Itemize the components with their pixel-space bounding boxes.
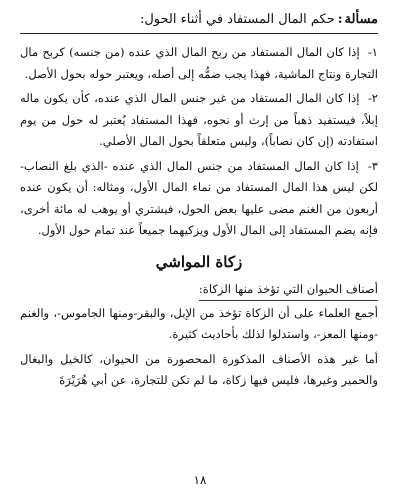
- numbered-paragraph-1: [20, 42, 378, 85]
- page-number: ١٨: [193, 473, 207, 487]
- section-subtitle: أصناف الحيوان التي تؤخذ منها الزكاة:: [199, 279, 378, 301]
- section-subtitle-row: [20, 278, 378, 303]
- issue-heading: [20, 10, 378, 34]
- section-paragraph-2: أما غير هذه الأصناف المذكورة المحصورة من الحيوان، كالخيل والبغال والحمير وغيرها، فليس فيها زكاة، ما لم تكن للتجارة، عن أبي هُرَيْرَةَ: [20, 351, 378, 387]
- paragraph-text: إذا كان المال المستفاد من ربح المال الذي عنده (من جنسه) كربح مال التجارة ونتاج الماشية، فهذا يجب ضمُّه إلى أصله، ويعتبر حوله بحول الأصل.: [20, 45, 378, 81]
- paragraph-text: إذا كان المال المستفاد من غير جنس المال الذي عنده، كأن يكون ماله إبلاً، فيستفيد ذهباً من إرث أو نحوه، فهذا المستفاد يُعتبر له حول من يوم استفادته (إن كان نصاباً)، وليس متعلقاً بحول المال الأصلي.: [20, 91, 378, 148]
- paragraph-number: ٢-: [367, 91, 378, 105]
- heading-text: حكم المال المستفاد في أثناء الحول:: [139, 12, 335, 27]
- paragraph-number: ١-: [367, 45, 379, 59]
- numbered-paragraph-3: [20, 156, 378, 242]
- section-paragraph-1: أجمع العلماء على أن الزكاة تؤخذ من الإبل، والبقر-ومنها الجاموس-، والغنم -ومنها المعز-، واستدلوا لذلك بأحاديث كثيرة.: [20, 305, 378, 341]
- paragraph-number: ٣-: [367, 158, 379, 173]
- heading-colon: :: [337, 12, 343, 27]
- numbered-paragraph-2: [20, 88, 378, 153]
- section-title: زكاة المواشي: [155, 252, 243, 271]
- paragraph-text: إذا كان المال المستفاد من جنس المال الذي عنده -الذي بلغ النصاب- لكن ليس هذا المال المستفاد من نماء المال الأول، ومثاله: أن يكون عنده أربعون من الغنم مضى عليها بعض الحول، فيشتري أو يوهب له مائة أخرى، فإنه يضم المستفاد إلى المال الأول ويزكيهما جميعاً عند تمام حول الأول.: [20, 158, 378, 237]
- heading-label: مسألة: [344, 12, 378, 27]
